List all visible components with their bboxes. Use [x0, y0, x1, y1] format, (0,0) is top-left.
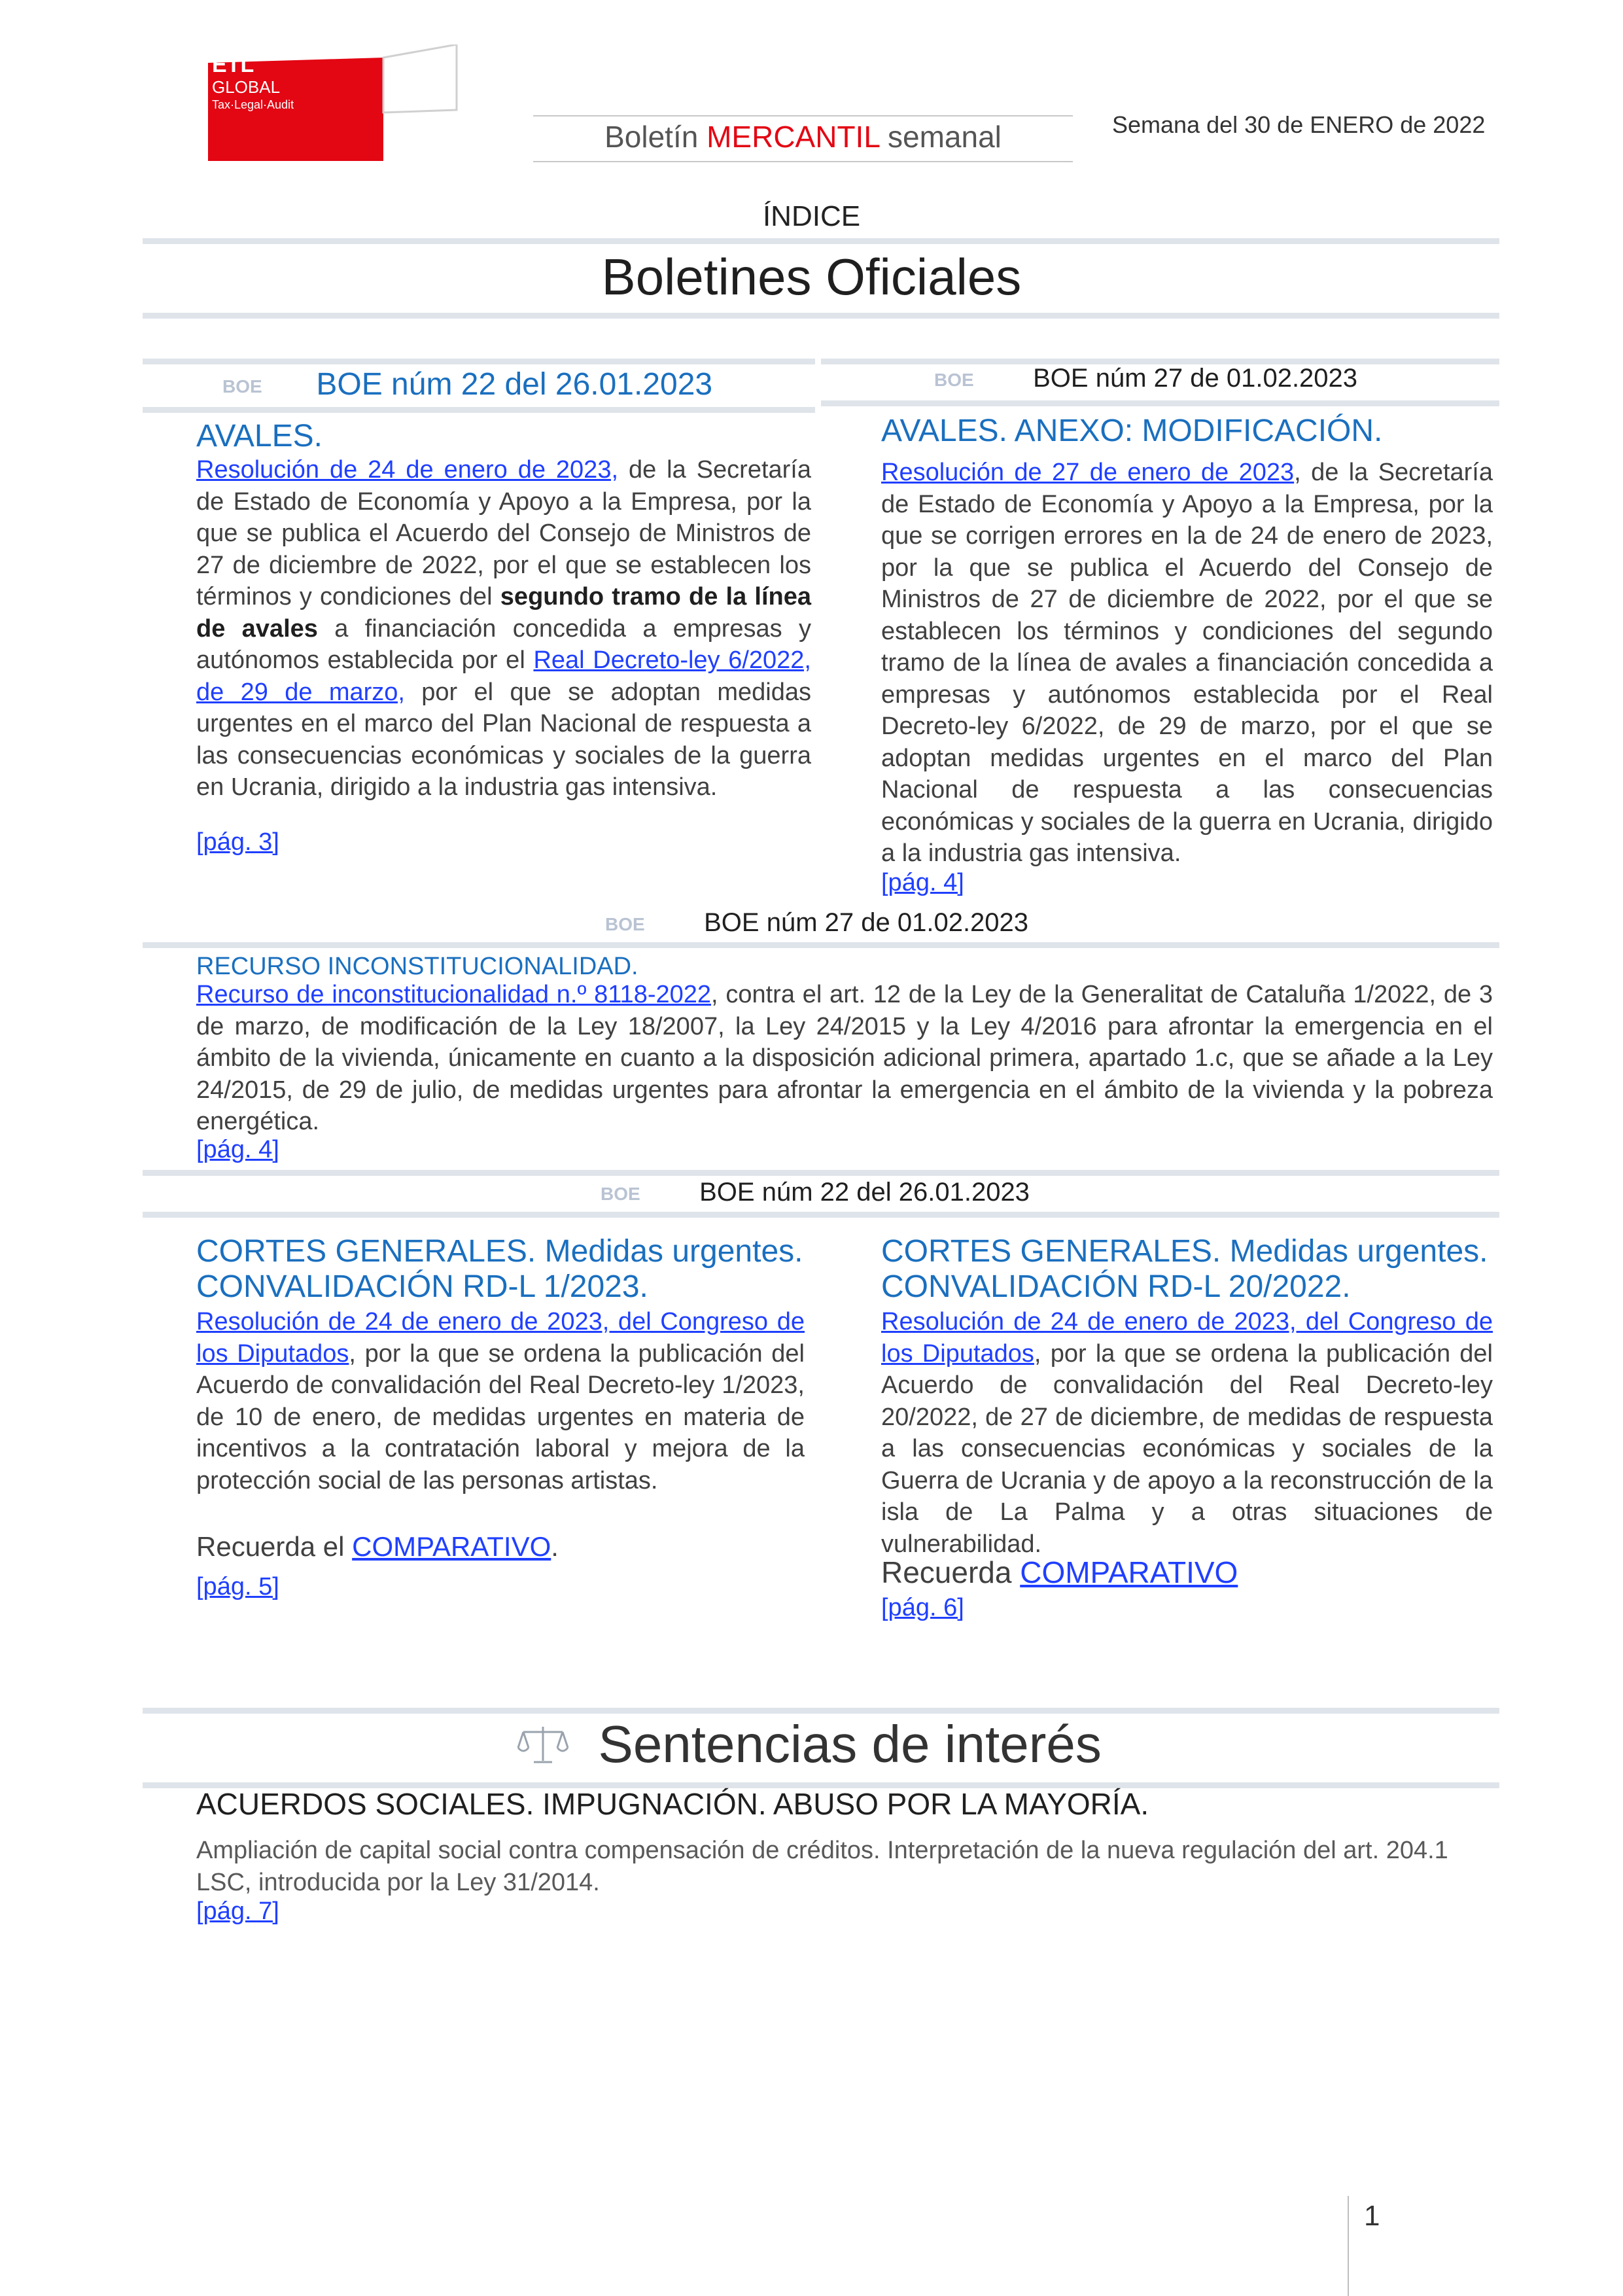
divider [143, 1170, 1499, 1176]
boe2-page-link[interactable]: [pág. 4] [881, 869, 964, 896]
boe4-right-title: CORTES GENERALES. Medidas urgentes. CONVALIDACIÓN RD-L 20/2022. [881, 1234, 1488, 1304]
boe3-body: Recurso de inconstitucionalidad n.º 8118-2022, contra el art. 12 de la Ley de la Generalitat de Cataluña 1/2022, de 3 de marzo, de modificación de la Ley 18/2007, la Ley 24/2015 y la Ley 4/2016 para afrontar la emergencia en el ámbito de la vivienda, únicamente en cuanto a la disposición adicional primera, apartado 1.c, que se añade a la Ley 24/2015, de 29 de julio, de medidas urgentes para afrontar la emergencia en el ámbito de la vivienda y la pobreza energética. [196, 981, 1493, 1135]
boe4-left-body: Resolución de 24 de enero de 2023, del Congreso de los Diputados, por la que se ordena la publicación del Acuerdo de convalidación del Real Decreto-ley 1/2023, de 10 de enero, de medidas urgentes en materia de incentivos a la contratación laboral y mejora de la protección social de las personas artistas. [196, 1308, 805, 1494]
divider [143, 1708, 1499, 1714]
divider [143, 1212, 1499, 1218]
svg-text:Tax·Legal·Audit: Tax·Legal·Audit [212, 98, 294, 111]
boe4-left-page-link[interactable]: [pág. 5] [196, 1573, 279, 1600]
boe4-right-recuerda: Recuerda COMPARATIVO [881, 1555, 1238, 1589]
week-label: Semana del 30 de ENERO de 2022 [1112, 111, 1486, 138]
boe3-link[interactable]: Recurso de inconstitucionalidad n.º 8118-2022 [196, 981, 712, 1008]
scales-icon [517, 1722, 569, 1767]
sentencias-header: Sentencias de interés [517, 1714, 1102, 1775]
divider [143, 359, 815, 364]
boe3-heading: BOE BOE núm 27 de 01.02.2023 [605, 908, 1029, 937]
boe1-link[interactable]: Resolución de 24 de enero de 2023, [196, 456, 619, 484]
divider [143, 313, 1499, 319]
divider [821, 400, 1499, 406]
boe4-right-body: Resolución de 24 de enero de 2023, del Congreso de los Diputados, por la que se ordena la publicación del Acuerdo de convalidación del Real Decreto-ley 20/2022, de 27 de diciembre, de medidas de respuesta a las consecuencias económicas y sociales de la Guerra de Ucrania y de apoyo a la reconstrucción de la isla de La Palma y a otras situaciones de vulnerabilidad. [881, 1308, 1493, 1558]
boe-icon [601, 1183, 653, 1204]
svg-text:BOE: BOE [601, 1184, 640, 1205]
boe2-link[interactable]: Resolución de 27 de enero de 2023 [881, 459, 1295, 486]
header-top-rule [533, 115, 1073, 116]
index-label: ÍNDICE [762, 200, 861, 232]
header-bottom-rule [533, 161, 1073, 162]
boe4-left-title: CORTES GENERALES. Medidas urgentes. CONVALIDACIÓN RD-L 1/2023. [196, 1234, 803, 1304]
boe2-body: Resolución de 27 de enero de 2023, de la Secretaría de Estado de Economía y Apoyo a la Empresa, por la que se corrigen errores en la de 24 de enero de 2023, por la que se publica el Acuerdo del Consejo de Ministros de 27 de diciembre de 2022, por el que se establecen los términos y condiciones del segundo tramo de la línea de avales a financiación concedida a empresas y autónomos establecida por el Real Decreto-ley 6/2022, de 29 de marzo, por el que se adoptan medidas urgentes en el marco del Plan Nacional de respuesta a las consecuencias económicas y sociales de la guerra en Ucrania, dirigido a la industria gas intensiva. [881, 459, 1493, 867]
page-number: 1 [1364, 2200, 1380, 2232]
sentencias-page-link[interactable]: [pág. 7] [196, 1898, 279, 1925]
boe1-title: AVALES. [196, 419, 323, 453]
divider [143, 238, 1499, 244]
boe3-title: RECURSO INCONSTITUCIONALIDAD. [196, 953, 638, 980]
comparativo-link[interactable]: COMPARATIVO [1020, 1555, 1238, 1589]
boe1-link2[interactable]: Real Decreto-ley 6/2022, de 29 de marzo, [196, 646, 811, 706]
boe2-heading: BOE BOE núm 27 de 01.02.2023 [934, 364, 1358, 393]
boe4-left-recuerda: Recuerda el COMPARATIVO. [196, 1531, 559, 1562]
footer-divider [1348, 2196, 1349, 2296]
boe-icon [605, 913, 657, 934]
boe1-body: Resolución de 24 de enero de 2023, de la Secretaría de Estado de Economía y Apoyo a la Empresa, por la que se publica el Acuerdo del Consejo de Ministros de 27 de diciembre de 2022, por el que se establecen los términos y condiciones del segundo tramo de la línea de avales a financiación concedida a empresas y autónomos establecida por el Real Decreto-ley 6/2022, de 29 de marzo, por el que se adoptan medidas urgentes en el marco del Plan Nacional de respuesta a las consecuencias económicas y sociales de la guerra en Ucrania, dirigido a la industria gas intensiva. [196, 456, 812, 801]
boe4-heading: BOE BOE núm 22 del 26.01.2023 [601, 1178, 1030, 1207]
boe4-right-page-link[interactable]: [pág. 6] [881, 1594, 964, 1621]
boe1-page-link[interactable]: [pág. 3] [196, 828, 279, 856]
main-title: Boletines Oficiales [601, 248, 1022, 306]
boe-icon [222, 376, 275, 397]
boe4-right-link[interactable]: Resolución de 24 de enero de 2023, del Congreso de los Diputados [881, 1308, 1493, 1368]
boe4-left-link[interactable]: Resolución de 24 de enero de 2023, del Congreso de los Diputados [196, 1308, 805, 1368]
comparativo-link[interactable]: COMPARATIVO [352, 1531, 551, 1562]
boe2-title: AVALES. ANEXO: MODIFICACIÓN. [881, 414, 1383, 448]
etl-global-logo [208, 44, 463, 161]
logo-graphic [208, 44, 463, 161]
sentencias-body: Ampliación de capital social contra compensación de créditos. Interpretación de la nueva regulación del art. 204.1 LSC, introducida por la Ley 31/2014. [196, 1837, 1448, 1896]
svg-text:BOE: BOE [934, 370, 974, 391]
svg-text:GLOBAL: GLOBAL [212, 77, 281, 97]
boe3-page-link[interactable]: [pág. 4] [196, 1136, 279, 1163]
boe1-heading: BOE BOE núm 22 del 26.01.2023 [222, 367, 713, 402]
divider [143, 942, 1499, 948]
svg-text:ETL: ETL [212, 52, 254, 77]
svg-text:BOE: BOE [605, 914, 645, 935]
sentencias-heading: ACUERDOS SOCIALES. IMPUGNACIÓN. ABUSO POR LA MAYORÍA. [196, 1787, 1149, 1821]
bulletin-title: Boletín MERCANTIL semanal [604, 120, 1002, 154]
svg-text:BOE: BOE [222, 376, 262, 397]
boe-icon [934, 369, 986, 390]
divider [143, 407, 815, 413]
